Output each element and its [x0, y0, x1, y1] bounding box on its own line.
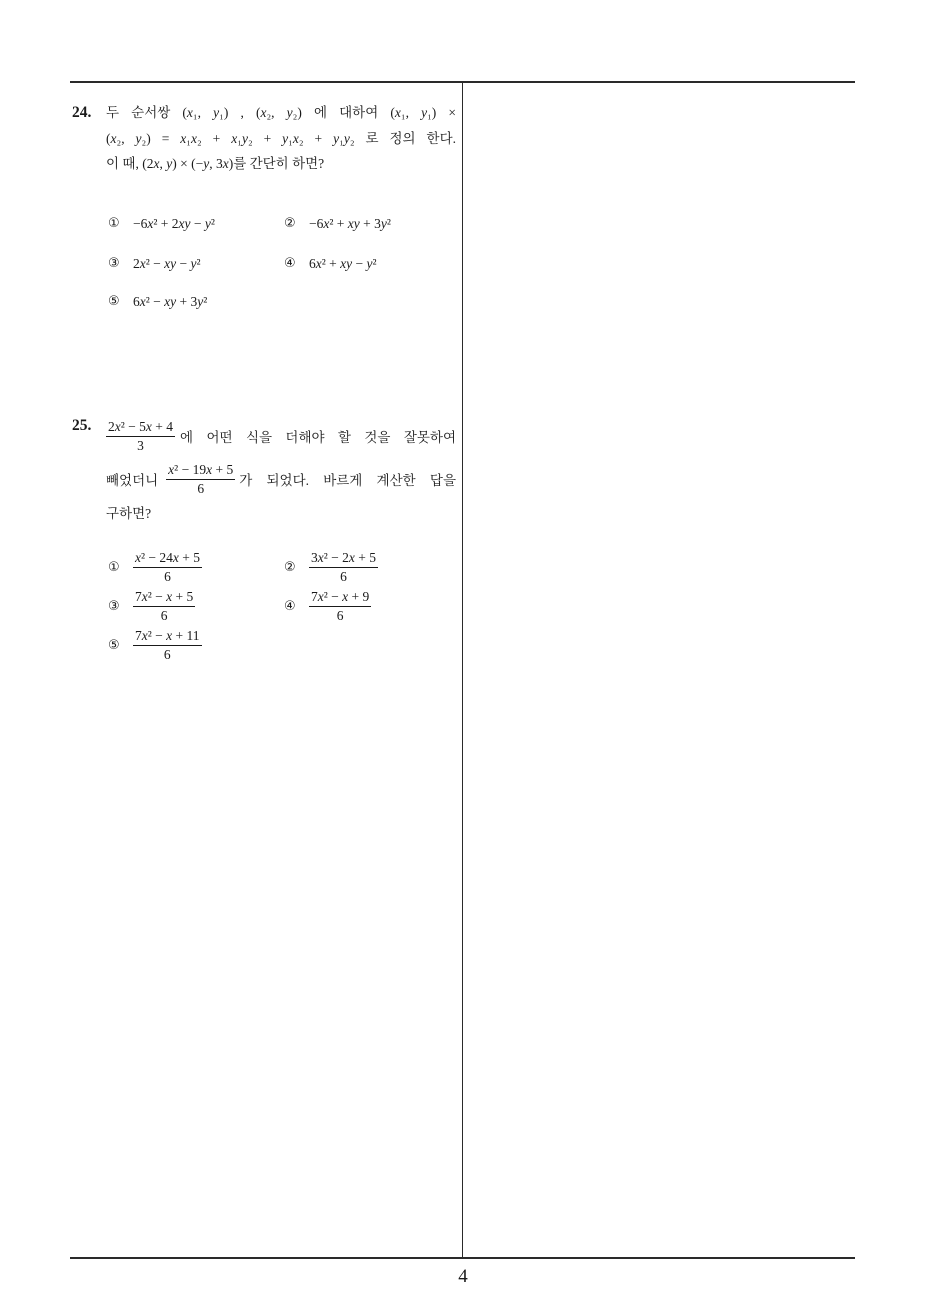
math-variable: y [197, 294, 204, 309]
column-divider [462, 82, 464, 1258]
choice-mark: ① [108, 216, 120, 231]
math-variable: y [380, 216, 387, 231]
choice-mark: ③ [108, 598, 120, 614]
math-variable: y [170, 294, 177, 309]
math-variable: x [190, 130, 197, 146]
math-variable: x [260, 105, 267, 120]
fraction [309, 550, 378, 585]
math-variable: x [317, 549, 324, 565]
fraction-numerator: 7x² − x + 9 [309, 589, 371, 607]
math-variable: x [166, 627, 173, 643]
math-variable: y [190, 256, 197, 271]
q25-choice-2 [284, 549, 378, 585]
stem-text: 두 순서쌍 [106, 105, 171, 120]
stem-math: (x₂, y₂) [255, 105, 302, 120]
fraction [133, 628, 202, 663]
choice-mark: ② [284, 559, 296, 575]
math-variable: x [323, 216, 330, 231]
stem-text: 빼었더니 [106, 473, 159, 488]
math-variable: y [241, 130, 248, 146]
fraction [309, 589, 371, 624]
q25-choice-3 [108, 588, 195, 624]
math-variable: y [421, 105, 428, 120]
fraction [133, 589, 195, 624]
math-variable: x [164, 294, 171, 309]
math-variable: x [222, 156, 229, 171]
math-variable: x [141, 627, 148, 643]
choice-mark: ③ [108, 256, 120, 271]
fraction [133, 550, 202, 585]
choice-expression: −6x² + 2xy − y² [133, 216, 215, 231]
choice-mark: ⑤ [108, 294, 120, 309]
math-variable: x [178, 216, 185, 231]
choice-mark: ① [108, 559, 120, 575]
fraction-denominator: 6 [164, 568, 171, 584]
q24-choice-2 [284, 214, 391, 234]
fraction-denominator: 6 [160, 607, 168, 623]
math-variable: x [153, 156, 160, 171]
math-variable: x [348, 549, 355, 565]
fraction-numerator: x² − 19x + 5 [166, 462, 235, 480]
stem-math: (x₁, y₁) [182, 105, 229, 120]
fraction-numerator: 7x² − x + 11 [133, 628, 202, 646]
bottom-rule [70, 1257, 855, 1259]
choice-expression: 6x² + xy − y² [309, 256, 377, 271]
q24-choice-5 [108, 292, 207, 312]
math-variable: x [231, 130, 238, 146]
math-variable: y [213, 105, 220, 120]
math-variable: x [180, 130, 187, 146]
stem-line-1 [106, 100, 456, 126]
fraction-numerator: 2x² − 5x + 4 [106, 419, 175, 437]
math-variable: y [203, 156, 210, 171]
stem-text: 이 때, [106, 156, 139, 171]
choice-expression: −6x² + xy + 3y² [309, 216, 391, 231]
math-variable: y [184, 216, 191, 231]
q24-choice-1 [108, 214, 215, 234]
fraction-denominator: 6 [163, 646, 171, 662]
math-variable: y [286, 105, 293, 120]
stem-line-2 [106, 459, 456, 499]
math-variable: y [166, 156, 173, 171]
fraction-denominator: 6 [336, 607, 344, 623]
math-variable: x [206, 461, 213, 477]
page-number: 4 [458, 1266, 468, 1287]
math-variable: y [204, 216, 211, 231]
math-variable: x [168, 461, 175, 477]
stem-line-2 [106, 126, 456, 152]
math-variable: x [147, 216, 154, 231]
question-24-number: 24. [72, 104, 92, 121]
math-variable: x [347, 216, 354, 231]
math-variable: x [110, 130, 117, 146]
fraction-numerator: 7x² − x + 5 [133, 589, 195, 607]
fraction-denominator: 6 [197, 480, 205, 496]
math-variable: y [366, 256, 373, 271]
math-variable: x [166, 588, 173, 604]
math-variable: x [394, 105, 401, 120]
math-variable: y [170, 256, 177, 271]
q25-choice-4 [284, 588, 371, 624]
question-24-stem [106, 100, 456, 177]
question-25-number: 25. [72, 417, 92, 434]
fraction-numerator: 3x² − 2x + 5 [309, 550, 378, 568]
q24-choice-3 [108, 254, 201, 274]
choice-mark: ④ [284, 598, 296, 614]
math-variable: y [353, 216, 360, 231]
math-variable: x [114, 418, 121, 434]
math-variable: x [292, 130, 299, 146]
math-variable: x [342, 588, 349, 604]
math-variable: x [172, 549, 179, 565]
math-variable: x [317, 588, 324, 604]
fraction-numerator: x² − 24x + 5 [133, 550, 202, 568]
math-variable: x [186, 105, 193, 120]
stem-line-3 [106, 500, 456, 524]
stem-line-1 [106, 416, 456, 456]
math-variable: x [164, 256, 171, 271]
stem-math: (x₁, y₁) × [390, 105, 457, 120]
math-variable: y [346, 256, 353, 271]
math-variable: y [333, 130, 340, 146]
stem-math: (x₂, y₂) = x₁x₂ + x₁y₂ + y₁x₂ + y₁y₂ [106, 130, 355, 146]
stem-math: (2x, y) × (−y, 3x) [142, 156, 234, 171]
choice-mark: ② [284, 216, 296, 231]
math-variable: y [343, 130, 350, 146]
fraction-denominator: 6 [340, 568, 347, 584]
stem-line-3 [106, 151, 456, 177]
choice-expression: 6x² − xy + 3y² [133, 294, 208, 309]
math-variable: x [340, 256, 347, 271]
math-variable: y [135, 130, 142, 146]
fraction [166, 462, 235, 497]
math-variable: x [139, 294, 146, 309]
fraction [106, 419, 175, 454]
stem-text: 로 정의 한다. [365, 130, 456, 146]
stem-text: 가 되었다. 바르게 계산한 답을 [239, 473, 456, 488]
choice-expression: 2x² − xy − y² [133, 256, 201, 271]
q25-choice-1 [108, 549, 202, 585]
math-variable: x [135, 549, 141, 565]
stem-text: , [240, 105, 244, 120]
math-variable: x [145, 418, 152, 434]
stem-text: 에 어떤 식을 더해야 할 것을 잘못하여 [180, 430, 456, 445]
math-variable: x [141, 588, 148, 604]
fraction-denominator: 3 [137, 437, 144, 453]
stem-text: 를 간단히 하면? [233, 156, 325, 171]
choice-mark: ⑤ [108, 637, 120, 653]
stem-text: 구하면? [106, 506, 152, 521]
math-variable: x [315, 256, 322, 271]
choice-mark: ④ [284, 256, 296, 271]
q25-choice-5 [108, 627, 202, 663]
math-variable: y [282, 130, 289, 146]
stem-text: 에 대하여 [313, 105, 379, 120]
math-variable: x [139, 256, 146, 271]
q24-choice-4 [284, 254, 377, 274]
